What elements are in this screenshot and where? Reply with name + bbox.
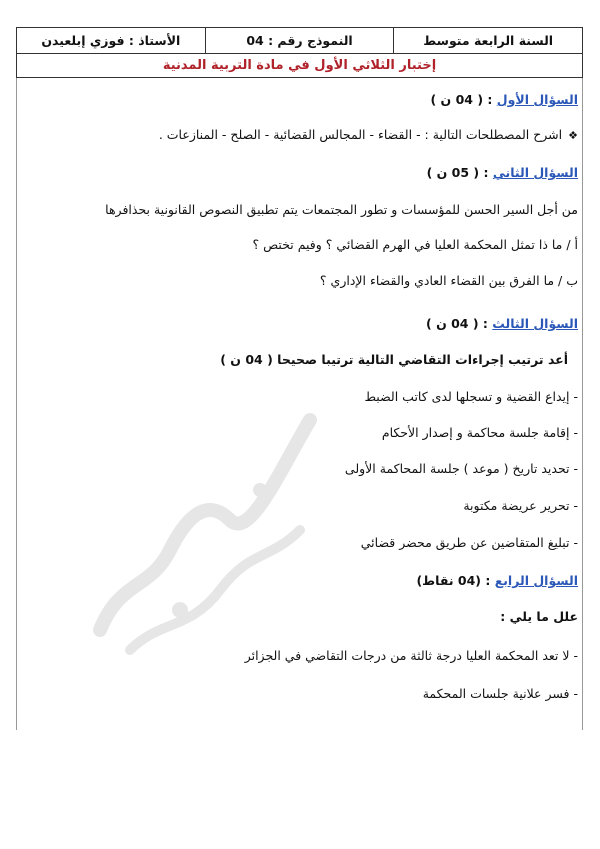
q4-item: - لا تعد المحكمة العليا درجة ثالثة من درجات التقاضي في الجزائر bbox=[244, 648, 578, 663]
q2-part-b: ب / ما الفرق بين القضاء العادي والقضاء الإداري ؟ bbox=[319, 273, 578, 288]
q3-item: - إيداع القضية و تسجلها لدى كاتب الضبط bbox=[364, 389, 578, 404]
level-cell: السنة الرابعة متوسط bbox=[423, 33, 554, 48]
diamond-bullet-icon: ❖ bbox=[568, 129, 578, 142]
q3-item: - تبليغ المتقاضين عن طريق محضر قضائي bbox=[360, 535, 578, 550]
q4-instruction: علل ما يلي : bbox=[500, 609, 578, 624]
q2-points: : ( 05 ن ) bbox=[426, 165, 493, 180]
teacher-cell: الأستاذ : فوزي إبلعيدن bbox=[17, 28, 206, 53]
q4-title: السؤال الرابع bbox=[494, 573, 578, 588]
q1-body: اشرح المصطلحات التالية : - القضاء - المجالس القضائية - الصلح - المنازعات . bbox=[158, 127, 563, 142]
q3-item: - إقامة جلسة محاكمة و إصدار الأحكام bbox=[381, 425, 578, 440]
q2-part-a: أ / ما ذا تمثل المحكمة العليا في الهرم القضائي ؟ وفيم تختص ؟ bbox=[252, 237, 578, 252]
q1-text bbox=[159, 127, 578, 142]
q3-heading bbox=[426, 316, 578, 331]
exam-title: إختبار الثلاثي الأول في مادة التربية المدنية bbox=[16, 54, 583, 78]
signature-watermark bbox=[60, 380, 360, 680]
q3-points: : ( 04 ن ) bbox=[426, 316, 493, 331]
q3-item: - تحديد تاريخ ( موعد ) جلسة المحاكمة الأولى bbox=[344, 461, 578, 476]
header-table bbox=[16, 27, 583, 54]
q4-points: : (04 نقاط) bbox=[416, 573, 495, 588]
model-number-cell: النموذج رقم : 04 bbox=[206, 28, 395, 53]
q2-intro: من أجل السير الحسن للمؤسسات و تطور المجتمعات يتم تطبيق النصوص القانونية بحذافرها bbox=[105, 202, 578, 217]
q3-item: - تحرير عريضة مكتوبة bbox=[463, 498, 578, 513]
q1-points: : ( 04 ن ) bbox=[430, 92, 497, 107]
q3-instruction: أعد ترتيب إجراءات التقاضي التالية ترتيبا صحيحا ( 04 ن ) bbox=[220, 352, 568, 367]
q4-heading bbox=[416, 573, 578, 588]
q1-title: السؤال الأول bbox=[496, 92, 578, 107]
q1-heading bbox=[430, 92, 578, 107]
q4-item: - فسر علانية جلسات المحكمة bbox=[422, 686, 578, 701]
q2-heading bbox=[427, 165, 578, 180]
q2-title: السؤال الثاني bbox=[492, 165, 578, 180]
q3-title: السؤال الثالث bbox=[492, 316, 578, 331]
